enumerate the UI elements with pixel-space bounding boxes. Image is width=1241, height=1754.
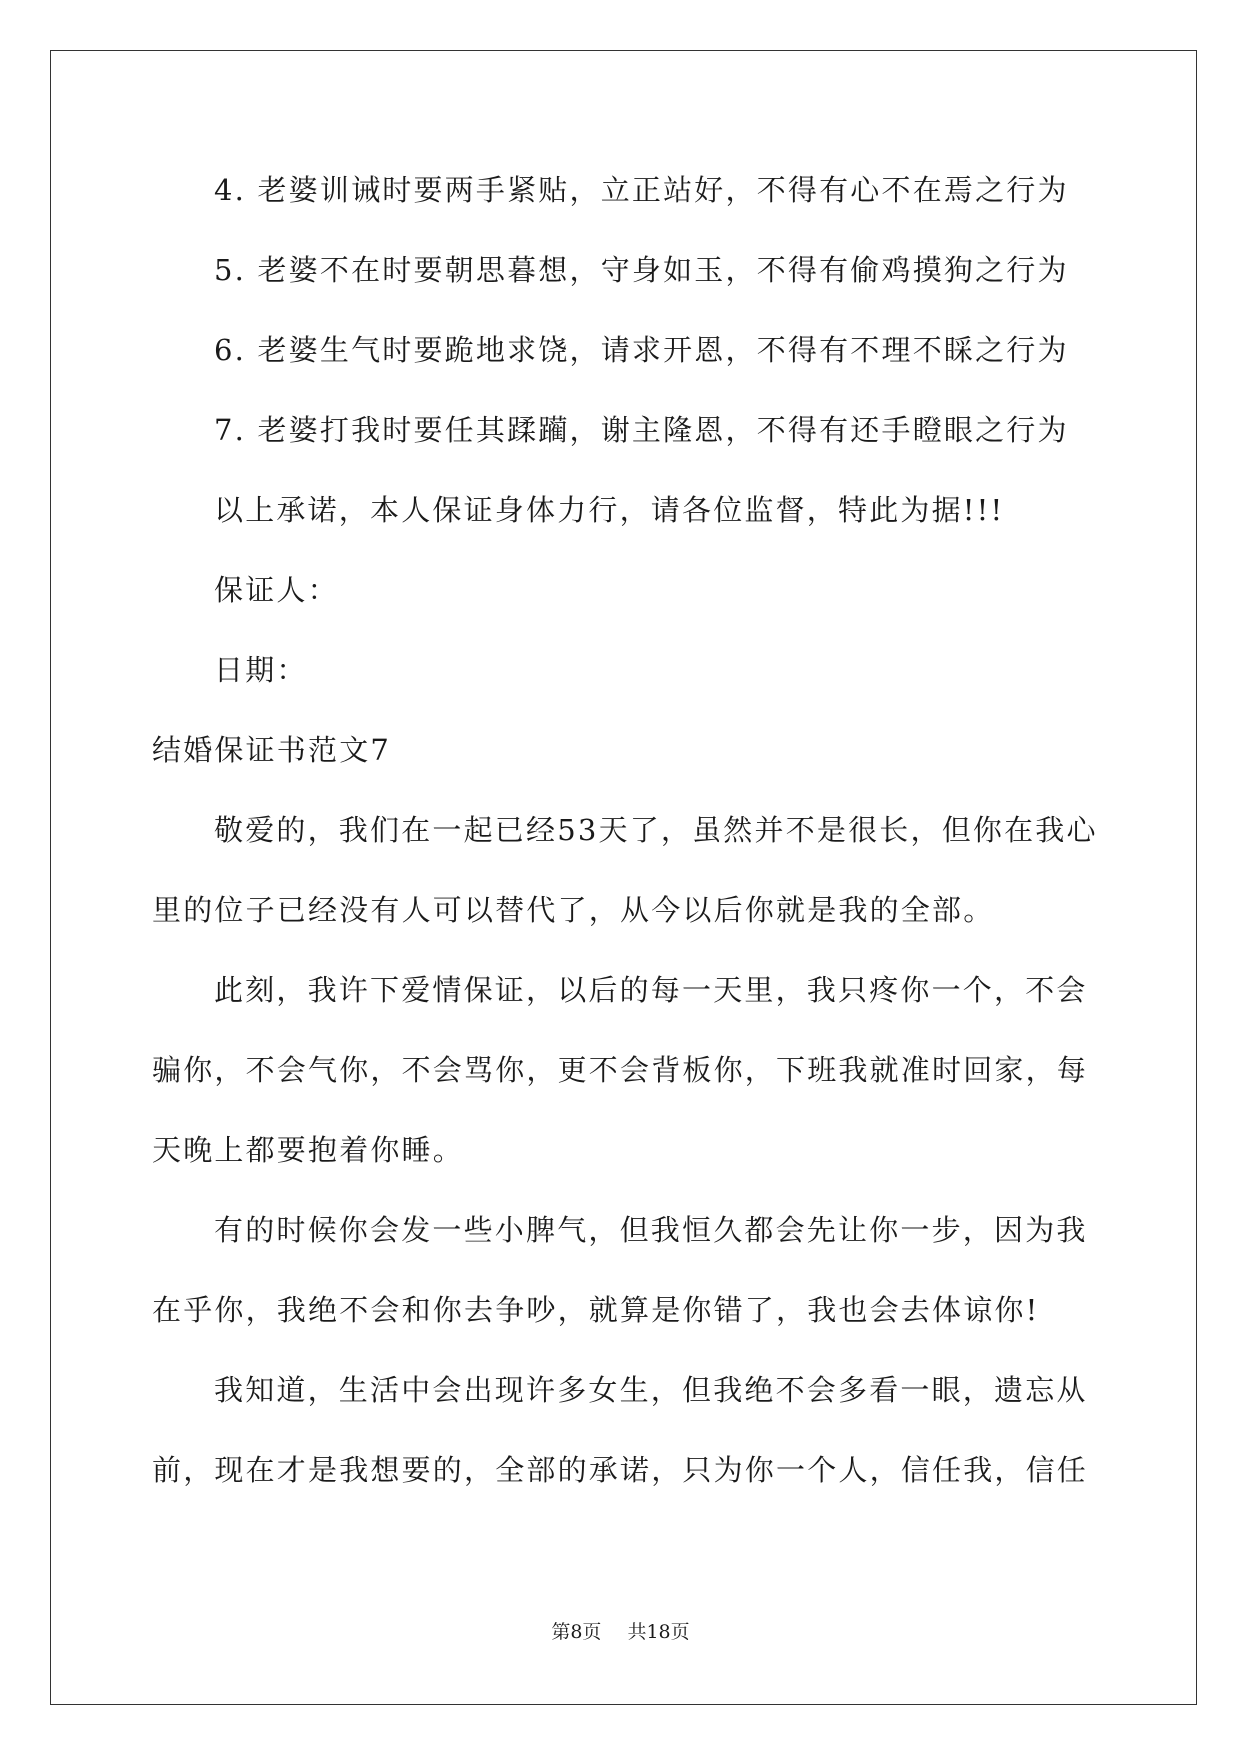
paragraph-line: 在乎你，我绝不会和你去争吵，就算是你错了，我也会去体谅你!	[152, 1293, 1040, 1327]
paragraph-line: 前，现在才是我想要的，全部的承诺，只为你一个人，信任我，信任	[152, 1453, 1089, 1487]
page-footer	[0, 1619, 1241, 1645]
commitment-statement: 以上承诺，本人保证身体力行，请各位监督，特此为据!!!	[214, 493, 1005, 527]
clause-6: 6. 老婆生气时要跪地求饶，请求开恩，不得有不理不睬之行为	[214, 333, 1069, 367]
date-label: 日期：	[214, 653, 308, 687]
clause-5: 5. 老婆不在时要朝思暮想，守身如玉，不得有偷鸡摸狗之行为	[214, 253, 1069, 287]
section-heading: 结婚保证书范文7	[152, 733, 392, 767]
paragraph-line: 里的位子已经没有人可以替代了，从今以后你就是我的全部。	[152, 893, 995, 927]
paragraph-line: 有的时候你会发一些小脾气，但我恒久都会先让你一步，因为我	[214, 1213, 1088, 1247]
clause-7: 7. 老婆打我时要任其蹂躏，谢主隆恩，不得有还手瞪眼之行为	[214, 413, 1069, 447]
page-number: 第8页	[551, 1621, 602, 1643]
clause-4: 4. 老婆训诫时要两手紧贴，立正站好，不得有心不在焉之行为	[214, 173, 1069, 207]
guarantor-label: 保证人：	[214, 573, 339, 607]
paragraph-line: 此刻，我许下爱情保证，以后的每一天里，我只疼你一个，不会	[214, 973, 1088, 1007]
paragraph-line: 骗你，不会气你，不会骂你，更不会背板你，下班我就准时回家，每	[152, 1053, 1089, 1087]
paragraph-line: 敬爱的，我们在一起已经53天了，虽然并不是很长，但你在我心	[214, 813, 1098, 847]
paragraph-line: 我知道，生活中会出现许多女生，但我绝不会多看一眼，遗忘从	[214, 1373, 1088, 1407]
page-total: 共18页	[627, 1621, 690, 1643]
paragraph-line: 天晚上都要抱着你睡。	[152, 1133, 465, 1167]
